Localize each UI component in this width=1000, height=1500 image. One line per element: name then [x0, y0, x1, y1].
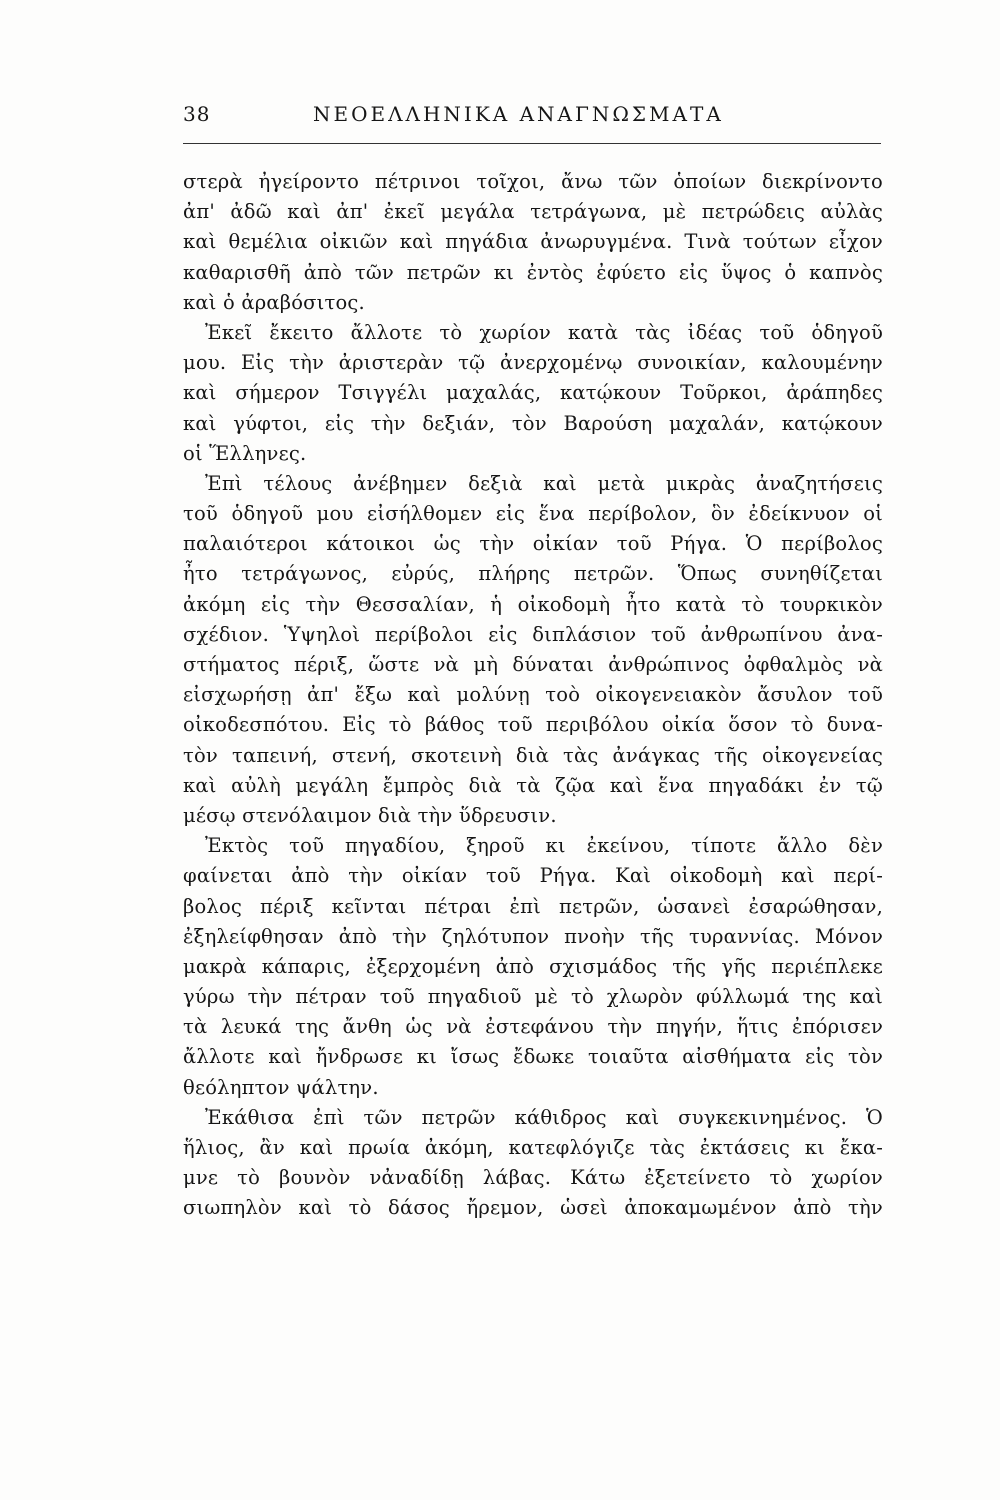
- text-line: ἥλιος, ἂν καὶ πρωία ἀκόμη, κατεφλόγιζε τὰς ἐκτάσεις κι ἔκα-: [183, 1136, 883, 1159]
- text-line: μνε τὸ βουνὸν νἀναδίδῃ λάβας. Κάτω ἐξετείνετο τὸ χωρίον: [183, 1166, 883, 1190]
- text-line: Ἐκάθισα ἐπὶ τῶν πετρῶν κάθιδρος καὶ συγκεκινημένος. Ὁ: [205, 1105, 883, 1129]
- text-line: βολος πέριξ κεῖνται πέτραι ἐπὶ πετρῶν, ὡσανεὶ ἐσαρώθησαν,: [183, 894, 883, 918]
- text-line: Ἐκεῖ ἔκειτο ἄλλοτε τὸ χωρίον κατὰ τὰς ἰδέας τοῦ ὁδηγοῦ: [205, 320, 883, 344]
- text-line: καθαρισθῆ ἀπὸ τῶν πετρῶν κι ἐντὸς ἐφύετο εἰς ὕψος ὁ καπνὸς: [183, 260, 883, 284]
- text-line: τὸν ταπεινή, στενή, σκοτεινὴ διὰ τὰς ἀνάγκας τῆς οἰκογενείας: [183, 743, 883, 767]
- text-line: Ἐκτὸς τοῦ πηγαδίου, ξηροῦ κι ἐκείνου, τίποτε ἄλλο δὲν: [205, 834, 883, 858]
- running-head: ΝΕΟΕΛΛΗΝΙΚΑ ΑΝΑΓΝΩΣΜΑΤΑ: [313, 102, 724, 126]
- text-line: τοῦ ὁδηγοῦ μου εἰσήλθομεν εἰς ἕνα περίβολον, ὃν ἐδείκνυον οἱ: [183, 502, 883, 526]
- text-line: μέσῳ στενόλαιμον διὰ τὴν ὕδρευσιν.: [183, 803, 557, 827]
- text-line: γύρω τὴν πέτραν τοῦ πηγαδιοῦ μὲ τὸ χλωρὸν φύλλωμά της καὶ: [183, 985, 883, 1009]
- text-line: στερὰ ἠγείροντο πέτρινοι τοῖχοι, ἄνω τῶν ὁποίων διεκρίνοντο: [183, 170, 883, 193]
- text-line: μου. Εἰς τὴν ἀριστερὰν τῷ ἀνερχομένῳ συνοικίαν, καλουμένην: [183, 351, 883, 375]
- text-line: ἀπ' ἀδῶ καὶ ἀπ' ἐκεῖ μεγάλα τετράγωνα, μὲ πετρώδεις αὐλὰς: [183, 200, 883, 224]
- text-line: εἰσχωρήσῃ ἀπ' ἔξω καὶ μολύνῃ τοὸ οἰκογενειακὸν ἄσυλον τοῦ: [183, 683, 883, 707]
- text-line: σχέδιον. Ὑψηλοὶ περίβολοι εἰς διπλάσιον τοῦ ἀνθρωπίνου ἀνα-: [183, 622, 883, 646]
- text-line: μακρὰ κάπαρις, ἐξερχομένη ἀπὸ σχισμάδος τῆς γῆς περιέπλεκε: [183, 954, 883, 978]
- text-line: οἰκοδεσπότου. Εἰς τὸ βάθος τοῦ περιβόλου οἰκία ὅσον τὸ δυνα-: [183, 713, 883, 737]
- text-line: καὶ αὐλὴ μεγάλη ἔμπρὸς διὰ τὰ ζῷα καὶ ἕνα πηγαδάκι ἐν τῷ: [183, 773, 883, 797]
- text-line: καὶ ὁ ἀραβόσιτος.: [183, 290, 365, 314]
- page-header: [183, 100, 881, 140]
- text-line: καὶ θεμέλια οἰκιῶν καὶ πηγάδια ἀνωρυγμένα. Τινὰ τούτων εἶχον: [183, 230, 883, 254]
- text-line: ἄλλοτε καὶ ἤνδρωσε κι ἴσως ἔδωκε τοιαῦτα αἰσθήματα εἰς τὸν: [183, 1045, 883, 1069]
- page-number: 38: [183, 102, 211, 126]
- text-line: θεόληπτον ψάλτην.: [183, 1075, 379, 1099]
- text-line: ἐξηλείφθησαν ἀπὸ τὴν ζηλότυπον πνοὴν τῆς τυραννίας. Μόνον: [183, 924, 883, 948]
- text-line: ἦτο τετράγωνος, εὐρύς, πλήρης πετρῶν. Ὅπως συνηθίζεται: [183, 562, 883, 586]
- text-line: ἀκόμη εἰς τὴν Θεσσαλίαν, ἡ οἰκοδομὴ ἦτο κατὰ τὸ τουρκικὸν: [183, 592, 883, 616]
- text-line: οἱ Ἕλληνες.: [183, 441, 307, 465]
- text-line: καὶ γύφτοι, εἰς τὴν δεξιάν, τὸν Βαρούση μαχαλάν, κατῴκουν: [183, 411, 883, 435]
- text-line: τὰ λευκά της ἄνθη ὡς νὰ ἐστεφάνου τὴν πηγήν, ἥτις ἐπόρισεν: [183, 1015, 883, 1039]
- text-line: καὶ σήμερον Τσιγγέλι μαχαλάς, κατῴκουν Τοῦρκοι, ἀράπηδες: [183, 381, 883, 405]
- text-line: σιωπηλὸν καὶ τὸ δάσος ἤρεμον, ὡσεὶ ἀποκαμωμένον ἀπὸ τὴν: [183, 1196, 883, 1220]
- body-text: [183, 167, 883, 1224]
- text-line: στήματος πέριξ, ὥστε νὰ μὴ δύναται ἀνθρώπινος ὀφθαλμὸς νὰ: [183, 653, 883, 676]
- text-line: φαίνεται ἀπὸ τὴν οἰκίαν τοῦ Ρήγα. Καὶ οἰκοδομὴ καὶ περί-: [183, 864, 883, 888]
- header-rule: [183, 143, 881, 144]
- text-line: Ἐπὶ τέλους ἀνέβημεν δεξιὰ καὶ μετὰ μικρὰς ἀναζητήσεις: [205, 471, 883, 495]
- text-line: παλαιότεροι κάτοικοι ὡς τὴν οἰκίαν τοῦ Ρήγα. Ὁ περίβολος: [183, 532, 883, 556]
